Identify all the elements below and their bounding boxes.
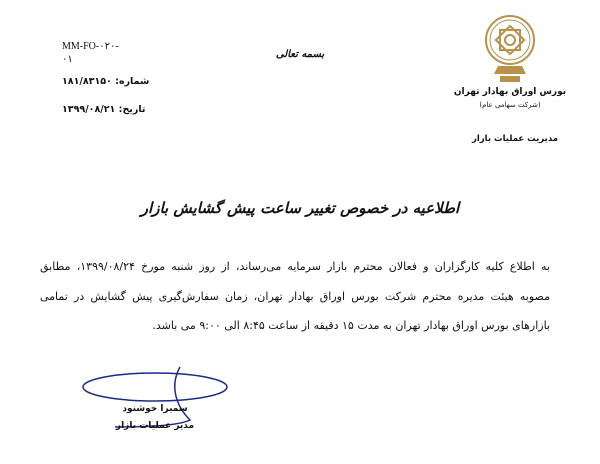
body-line: مصوبه هیئت مدیره محترم شرکت بورس اوراق بهادار تهران، زمان سفارش‌گیری پیش گشایش در تمامی — [40, 290, 550, 303]
number-value: ۱۸۱/۸۳۱۵۰ — [62, 76, 112, 87]
date-label: تاریخ: — [118, 104, 146, 115]
department-name: مدیریت عملیات بازار — [471, 134, 559, 144]
signatory-name: سمیرا خوشنود — [122, 404, 188, 414]
letter-number — [62, 76, 149, 88]
date-value: ۱۳۹۹/۰۸/۲۱ — [62, 104, 116, 115]
body-line: بازارهای بورس اوراق بهادار تهران به مدت ۱۵ دقیقه از ساعت ۸:۴۵ الی ۹:۰۰ می باشد. — [152, 319, 550, 332]
signatory-role: مدیر عملیات بازار — [115, 421, 195, 431]
form-code-line1: MM-FO-۰۲۰- — [62, 41, 119, 52]
form-code-line2: ۰۱ — [62, 54, 73, 65]
notice-title: اطلاعیه در خصوص تغییر ساعت پیش گشایش بازار — [140, 199, 460, 217]
exchange-logo — [482, 14, 538, 84]
organization-name: بورس اوراق بهادار تهران — [453, 87, 567, 97]
invocation: بسمه تعالی — [275, 49, 325, 60]
form-code — [62, 40, 142, 66]
body-line: به اطلاع کلیه کارگزاران و فعالان محترم بازار سرمایه می‌رساند، از روز شنبه مورخ ۱۳۹۹/۰۸/۲۴، مطابق — [40, 260, 550, 273]
number-label: شماره: — [115, 76, 150, 87]
organization-type: (شرکت سهامی عام) — [479, 101, 541, 109]
letter-date — [62, 104, 145, 116]
